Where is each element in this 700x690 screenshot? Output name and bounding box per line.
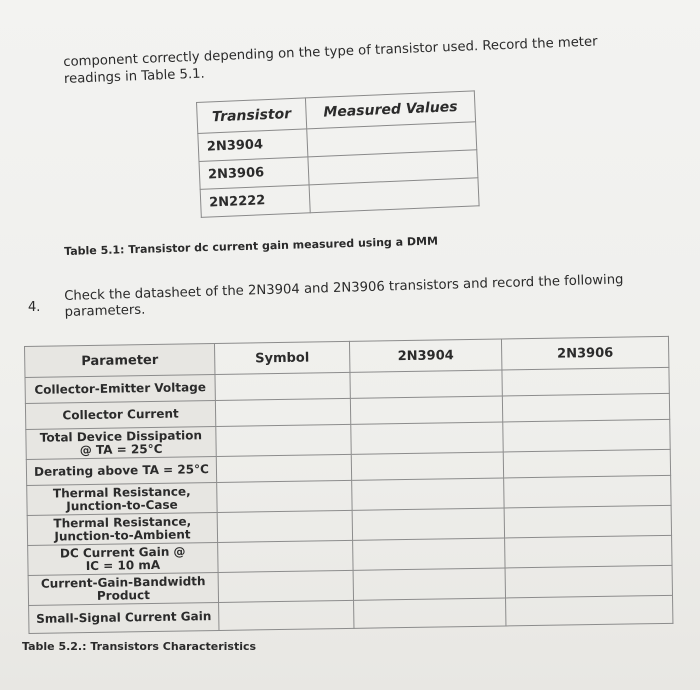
symbol-cell[interactable] (215, 372, 350, 400)
value-2n3904-cell[interactable] (351, 422, 503, 454)
value-2n3906-cell[interactable] (503, 419, 670, 452)
value-2n3904-cell[interactable] (354, 598, 506, 628)
value-2n3904-cell[interactable] (353, 568, 505, 600)
table-5-2 (24, 336, 673, 634)
symbol-cell[interactable] (216, 424, 351, 456)
measured-value-cell[interactable] (309, 178, 479, 213)
parameter-cell: Collector-Emitter Voltage (25, 375, 215, 404)
value-2n3904-cell[interactable] (353, 538, 505, 570)
intro-line-1: component correctly depending on the type of transistor used. Record the meter (63, 34, 598, 70)
transistor-cell: 2N3904 (198, 129, 308, 162)
header-measured-values: Measured Values (305, 91, 475, 129)
symbol-cell[interactable] (217, 510, 352, 542)
parameter-cell: Thermal Resistance, Junction-to-Case (27, 482, 217, 515)
question-4-text (64, 272, 624, 321)
table-5-1 (196, 90, 480, 218)
value-2n3906-cell[interactable] (502, 393, 669, 422)
value-2n3906-cell[interactable] (503, 449, 670, 478)
symbol-cell[interactable] (218, 540, 353, 572)
question-line-1: Check the datasheet of the 2N3904 and 2N3906 transistors and record the following (64, 272, 624, 304)
transistor-cell: 2N2222 (200, 185, 310, 218)
symbol-cell[interactable] (219, 600, 354, 630)
intro-line-2: readings in Table 5.1. (63, 66, 205, 87)
parameter-cell: Collector Current (25, 401, 215, 430)
table-5-1-caption: Table 5.1: Transistor dc current gain measured using a DMM (64, 234, 439, 258)
header-symbol: Symbol (214, 341, 349, 374)
symbol-cell[interactable] (217, 480, 352, 512)
header-transistor: Transistor (197, 98, 307, 134)
value-2n3906-cell[interactable] (504, 505, 671, 538)
value-2n3906-cell[interactable] (504, 475, 671, 508)
header-2n3904: 2N3904 (349, 339, 501, 372)
symbol-cell[interactable] (218, 570, 353, 602)
parameter-cell: Derating above TA = 25°C (26, 456, 216, 485)
symbol-cell[interactable] (215, 398, 350, 426)
value-2n3904-cell[interactable] (352, 478, 504, 510)
value-2n3904-cell[interactable] (350, 370, 502, 398)
value-2n3906-cell[interactable] (505, 565, 672, 598)
question-line-2: parameters. (64, 302, 146, 320)
header-parameter: Parameter (25, 344, 215, 378)
parameter-cell: DC Current Gain @ IC = 10 mA (28, 542, 218, 575)
question-number: 4. (28, 300, 41, 315)
table-5-2-caption: Table 5.2.: Transistors Characteristics (22, 640, 257, 653)
parameter-cell: Total Device Dissipation @ TA = 25°C (26, 426, 216, 459)
parameter-cell: Current-Gain-Bandwidth Product (28, 572, 218, 605)
symbol-cell[interactable] (216, 454, 351, 482)
value-2n3904-cell[interactable] (350, 396, 502, 424)
value-2n3906-cell[interactable] (502, 367, 669, 396)
parameter-cell: Small-Signal Current Gain (29, 602, 219, 633)
parameter-cell: Thermal Resistance, Junction-to-Ambient (27, 512, 217, 545)
value-2n3904-cell[interactable] (351, 452, 503, 480)
value-2n3906-cell[interactable] (505, 535, 672, 568)
value-2n3904-cell[interactable] (352, 508, 504, 540)
header-2n3906: 2N3906 (501, 336, 668, 370)
transistor-cell: 2N3906 (199, 157, 309, 190)
intro-paragraph (62, 5, 662, 87)
value-2n3906-cell[interactable] (506, 595, 673, 626)
